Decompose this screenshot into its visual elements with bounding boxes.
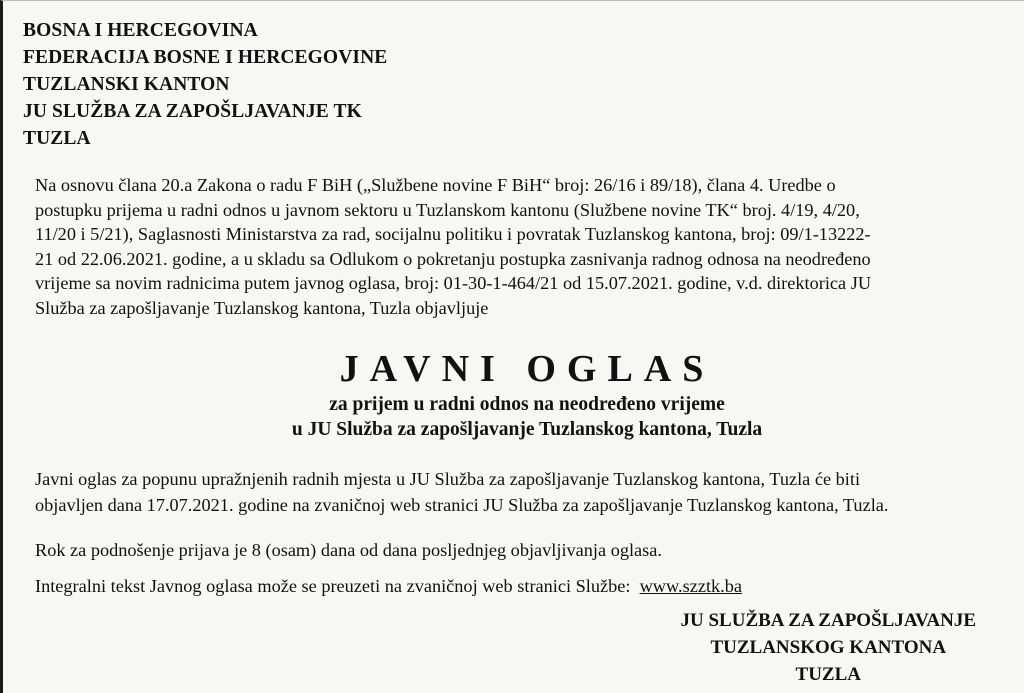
legal-basis-paragraph <box>35 173 1019 320</box>
download-text: Integralni tekst Javnog oglasa može se preuzeti na zvaničnoj web stranici Službe: <box>35 576 631 596</box>
header-line-institution: JU SLUŽBA ZA ZAPOŠLJAVANJE TK <box>23 101 362 122</box>
signature-line-institution: JU SLUŽBA ZA ZAPOŠLJAVANJE <box>680 610 976 631</box>
intro-line: vrijeme sa novim radnicima putem javnog oglasa, broj: 01-30-1-464/21 od 15.07.2021. godine, v.d. direktorica JU <box>35 273 872 293</box>
intro-line: 11/20 i 5/21), Saglasnosti Ministarstva za rad, socijalnu politiku i povratak Tuzlanskog kantona, broj: 09/1-13222- <box>35 224 871 244</box>
notice-subtitle-line2: u JU Služba za zapošljavanje Tuzlanskog kantona, Tuzla <box>291 419 763 440</box>
deadline-paragraph: Rok za podnošenje prijava je 8 (osam) dana od dana posljednjeg objavljivanja oglasa. <box>35 540 662 560</box>
intro-line: postupku prijema u radni odnos u javnom sektoru u Tuzlanskom kantonu (Službene novine TK“ broj. 4/19, 4/20, <box>35 199 860 220</box>
signature-block <box>681 607 976 688</box>
header-line-canton: TUZLANSKI KANTON <box>23 74 230 95</box>
signature-line-canton: TUZLANSKOG KANTONA <box>710 637 947 658</box>
issuer-header <box>23 17 387 152</box>
publication-paragraph-line2: objavljen dana 17.07.2021. godine na zvaničnoj web stranici JU Služba za zapošljavanje Tuzlanskog kantona, Tuzla. <box>35 495 889 515</box>
header-line-city: TUZLA <box>23 128 91 149</box>
intro-line: 21 od 22.06.2021. godine, a u skladu sa Odlukom o pokretanju postupka zasnivanja radnog odnosa na neodređeno <box>35 248 871 269</box>
header-line-federation: FEDERACIJA BOSNE I HERCEGOVINE <box>23 47 388 68</box>
notice-title: JAVNI OGLAS <box>339 348 715 390</box>
header-line-country: BOSNA I HERCEGOVINA <box>23 20 258 41</box>
website-link[interactable]: www.szztk.ba <box>639 576 742 596</box>
intro-line: Služba za zapošljavanje Tuzlanskog kantona, Tuzla objavljuje <box>35 297 489 318</box>
intro-line: Na osnovu člana 20.a Zakona o radu F BiH („Službene novine F BiH“ broj: 26/16 i 89/18), člana 4. Uredbe o <box>35 175 836 195</box>
notice-subtitle-line1: za prijem u radni odnos na neodređeno vrijeme <box>329 394 725 415</box>
publication-paragraph-line1: Javni oglas za popunu upražnjenih radnih mjesta u JU Služba za zapošljavanje Tuzlanskog kantona, Tuzla će biti <box>35 469 861 489</box>
download-paragraph <box>35 573 1019 599</box>
signature-line-city: TUZLA <box>795 664 861 685</box>
